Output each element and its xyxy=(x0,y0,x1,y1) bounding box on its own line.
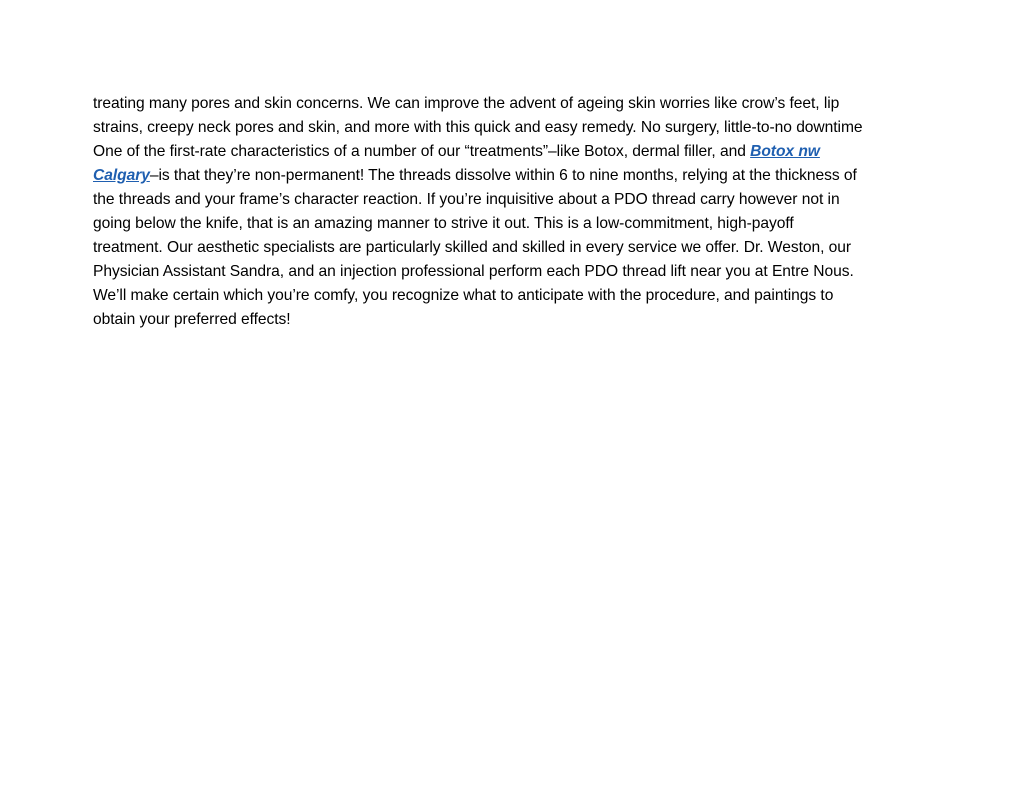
paragraph-line-2: strains, creepy neck pores and skin, and more with this quick and easy remedy. No surgery, little-to-no downtime xyxy=(93,119,863,136)
paragraph-line-1: treating many pores and skin concerns. We can improve the advent of ageing skin worries like crow’s feet, lip xyxy=(93,95,840,112)
body-paragraph xyxy=(93,92,933,332)
paragraph-line-8: Physician Assistant Sandra, and an injection professional perform each PDO thread lift near you at Entre Nous. xyxy=(93,263,854,280)
paragraph-line-7: treatment. Our aesthetic specialists are particularly skilled and skilled in every service we offer. Dr. Weston, our xyxy=(93,239,852,256)
paragraph-line-3 xyxy=(93,140,933,164)
paragraph-line-6: going below the knife, that is an amazing manner to strive it out. This is a low-commitment, high-payoff xyxy=(93,215,794,232)
paragraph-line-9: We’ll make certain which you’re comfy, you recognize what to anticipate with the procedure, and paintings to xyxy=(93,287,834,304)
paragraph-line-5: the threads and your frame’s character reaction. If you’re inquisitive about a PDO thread carry however not in xyxy=(93,191,840,208)
paragraph-line-4 xyxy=(93,164,933,188)
botox-calgary-link-part-2[interactable]: Calgary xyxy=(93,167,150,184)
paragraph-line-3-text: One of the first-rate characteristics of a number of our “treatments”–like Botox, dermal filler, and xyxy=(93,143,751,160)
paragraph-line-10: obtain your preferred effects! xyxy=(93,311,291,328)
paragraph-line-4-text: –is that they’re non-permanent! The threads dissolve within 6 to nine months, relying at the thickness of xyxy=(149,167,857,184)
botox-calgary-link-part-1[interactable]: Botox nw xyxy=(750,143,820,160)
